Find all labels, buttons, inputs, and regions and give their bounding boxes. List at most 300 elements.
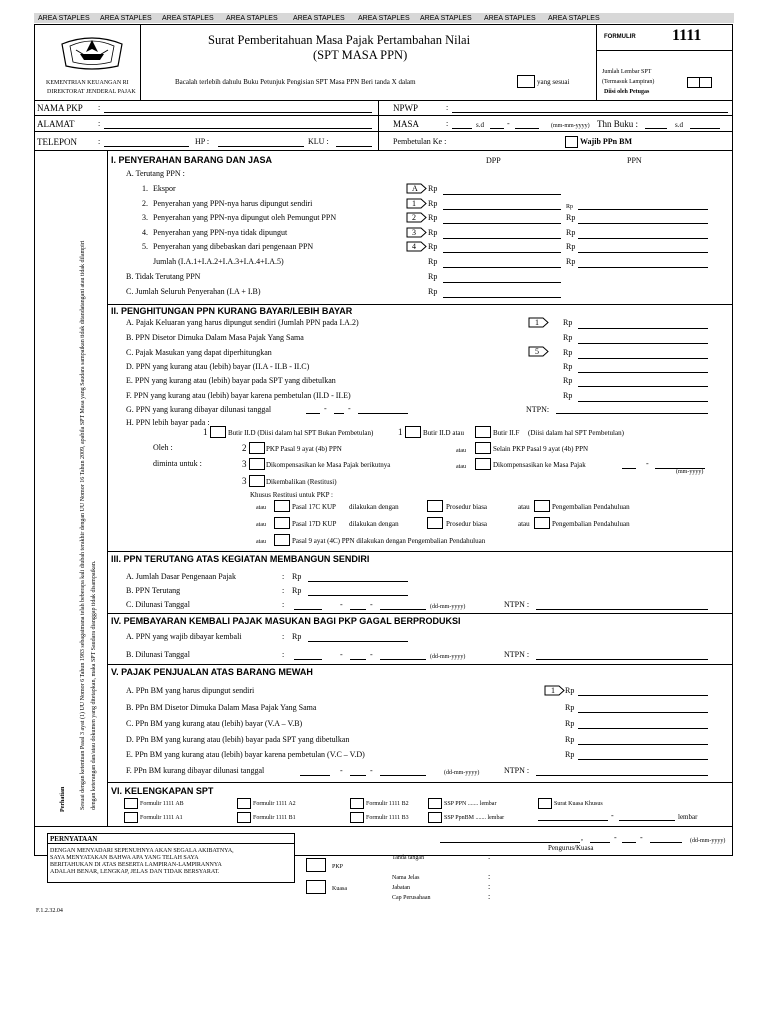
s4-ppn-field[interactable] <box>308 641 408 642</box>
punctuation: : <box>488 882 491 891</box>
section-i-title: I. PENYERAHAN BARANG DAN JASA <box>111 155 273 165</box>
punctuation: : <box>488 852 491 861</box>
punctuation: - <box>507 119 510 128</box>
thn-buku-label: Thn Buku : <box>597 119 639 129</box>
s2-b-text: B. PPN Disetor Dimuka Dalam Masa Pajak Yang Sama <box>126 333 304 342</box>
dpp-4-field[interactable] <box>443 238 561 239</box>
s5-d-text: D. PPn BM yang kurang atau (lebih) bayar pada SPT yang dibetulkan <box>126 735 350 744</box>
s2-rp-text: Rp <box>563 391 573 400</box>
punctuation: : <box>446 103 449 112</box>
pernyataan-title: PERNYATAAN <box>50 835 98 843</box>
punctuation: : <box>98 119 101 128</box>
s1-item-2: Penyerahan yang PPN-nya harus dipungut sendiri <box>153 199 313 208</box>
punctuation: - <box>370 650 373 659</box>
alamat-field[interactable] <box>104 128 372 129</box>
staple-label: AREA STAPLES <box>484 15 536 22</box>
s3-rp-text: Rp <box>292 572 302 581</box>
divider <box>47 843 295 844</box>
telepon-field[interactable] <box>104 146 189 147</box>
s5-dd[interactable] <box>300 775 330 776</box>
s1-rp-text: Rp <box>566 228 576 237</box>
punctuation: - <box>340 650 343 659</box>
s5-ddmmyyyy-text: (dd-mm-yyyy) <box>444 770 480 776</box>
s2-ntpn-field[interactable] <box>556 413 708 414</box>
punctuation: - <box>340 766 343 775</box>
klu-label: KLU : <box>308 137 329 146</box>
pembetulan-label: Pembetulan Ke : <box>393 137 447 146</box>
s2-c_code-text: 5 <box>535 347 539 356</box>
divider <box>34 115 733 116</box>
s4-ntpn-field[interactable] <box>536 659 708 660</box>
code-tag-icon: 1 <box>412 199 416 208</box>
lampiran-1111b3-checkbox[interactable] <box>350 812 364 823</box>
divider <box>378 100 379 150</box>
staple-label: AREA STAPLES <box>226 15 278 22</box>
dpp-header: DPP <box>486 156 501 165</box>
s4-mm[interactable] <box>350 659 366 660</box>
s4-dd[interactable] <box>294 659 322 660</box>
s2-selain-text: Selain PKP Pasal 9 ayat (4b) PPN <box>493 445 589 453</box>
dpp-b-field[interactable] <box>443 282 561 283</box>
divider <box>107 304 733 305</box>
jumlah-lembar-label: Jumlah Lembar SPT <box>602 69 652 75</box>
punctuation: : <box>488 892 491 901</box>
s2-rp-text: Rp <box>563 348 573 357</box>
s2-c-field[interactable] <box>578 358 708 359</box>
17d-prosedur-checkbox[interactable] <box>427 517 443 529</box>
masa-label: MASA <box>393 119 420 129</box>
butir-iid-pembetulan-checkbox[interactable] <box>405 426 421 438</box>
s2-a-text: A. Pajak Keluaran yang harus dipungut sendiri (Jumlah PPN pada I.A.2) <box>126 318 359 327</box>
staple-label: AREA STAPLES <box>162 15 214 22</box>
s5-b-field[interactable] <box>578 712 708 713</box>
punctuation: : <box>98 103 101 112</box>
s3-ppn-field[interactable] <box>308 595 408 596</box>
s2-diminta-text: diminta untuk : <box>153 459 202 468</box>
staple-label: AREA STAPLES <box>548 15 600 22</box>
dpp-2-field[interactable] <box>443 209 561 210</box>
tag-arrow-icon <box>528 317 550 328</box>
s2-rp-text: Rp <box>563 376 573 385</box>
wajib-ppnbm-label: Wajib PPn BM <box>580 137 633 146</box>
s1-items-0-no-text: 1. <box>142 184 148 193</box>
s4-a-text: A. PPN yang wajib dibayar kembali <box>126 632 242 641</box>
ppn-3-field[interactable] <box>578 223 708 224</box>
surat-kuasa-checkbox[interactable] <box>538 798 552 809</box>
section-iii-title: III. PPN TERUTANG ATAS KEGIATAN MEMBANGUN SENDIRI <box>111 554 370 564</box>
s1-rp-text: Rp <box>428 242 438 251</box>
butir-iif-checkbox[interactable] <box>475 426 491 438</box>
s6-row1-3-text: SSP PPN ....... lembar <box>444 801 497 807</box>
tag-arrow-icon <box>528 346 550 357</box>
punctuation: - <box>370 766 373 775</box>
s2-mmyyyy-text: (mm-yyyy) <box>676 469 704 475</box>
17d-pengembalian-checkbox[interactable] <box>534 517 550 529</box>
ppn-header: PPN <box>627 156 642 165</box>
ppn-5-field[interactable] <box>578 252 708 253</box>
masa-from-field[interactable] <box>452 128 472 129</box>
s4-yyyy[interactable] <box>380 659 426 660</box>
s2-butir_f-text: Butir II.D atau <box>423 429 465 437</box>
tag-arrow-icon <box>406 212 428 223</box>
s2-butir_d-text: Butir II.D (Diisi dalam hal SPT Bukan Pembetulan) <box>228 429 374 437</box>
s2-pengembalian-text: Pengembalian Pendahuluan <box>552 503 630 511</box>
hp-field[interactable] <box>218 146 304 147</box>
punctuation: 1 <box>398 427 403 437</box>
pasal-17c-checkbox[interactable] <box>274 500 290 512</box>
pernyataan-text-1-text: SAYA MENYATAKAN BAHWA APA YANG TELAH SAYA <box>50 855 199 861</box>
s4-b-text: B. Dilunasi Tanggal <box>126 650 190 659</box>
s1-rp-text: Rp <box>428 199 438 208</box>
form-subtitle: (SPT MASA PPN) <box>313 48 408 62</box>
pkp-signer-checkbox[interactable] <box>306 858 326 872</box>
code-tag-icon: 2 <box>412 213 416 222</box>
pernyataan-text-3-text: ADALAH BENAR, LENGKAP, JELAS DAN TIDAK BERSYARAT. <box>50 869 220 875</box>
code-tag-icon: 4 <box>412 242 416 251</box>
lampiran-ssp-ppn-checkbox[interactable] <box>428 798 442 809</box>
s2-f-field[interactable] <box>578 401 708 402</box>
s5-mm[interactable] <box>350 775 366 776</box>
punctuation: 3 <box>242 476 247 486</box>
s2-g-dd[interactable] <box>306 413 320 414</box>
s2-dikembalikan-text: Dikembalikan (Restitusi) <box>266 478 337 486</box>
s2-atau-text: atau <box>256 505 266 511</box>
form-frame <box>34 24 733 856</box>
section-ii-title: II. PENGHITUNGAN PPN KURANG BAYAR/LEBIH BAYAR <box>111 306 353 316</box>
alamat-label: ALAMAT <box>37 119 75 129</box>
tag-arrow-icon <box>406 241 428 252</box>
masa-year-field[interactable] <box>515 128 539 129</box>
npwp-label: NPWP <box>393 103 419 113</box>
dpp-ekspor-field[interactable] <box>443 194 561 195</box>
s5-c-field[interactable] <box>578 728 708 729</box>
dpp-5-field[interactable] <box>443 252 561 253</box>
pernyataan-cap-text: Cap Perusahaan <box>392 895 431 901</box>
side-note-a: Sesuai dengan ketentuan Pasal 3 ayat (1) UU Nomor 6 Tahun 1983 sebagaimana telah beberapa kali diubah terakhir dengan UU Nomor 16 Tahun 2009, apabila SPT Masa yang Saudara sampaikan tidak ditandatangani atau tidak dilampiri <box>80 240 86 810</box>
17c-prosedur-checkbox[interactable] <box>427 500 443 512</box>
lampiran-ssp-ppnbm-checkbox[interactable] <box>428 812 442 823</box>
butir-iid-checkbox[interactable] <box>210 426 226 438</box>
punctuation: - <box>646 459 649 468</box>
s1-jumlah: Jumlah (I.A.1+I.A.2+I.A.3+I.A.4+I.A.5) <box>153 257 284 266</box>
divider <box>34 131 733 132</box>
s2-b-field[interactable] <box>578 343 708 344</box>
s1-rp-text: Rp <box>428 257 438 266</box>
lampiran-1111a1-checkbox[interactable] <box>124 812 138 823</box>
section-iv-title: IV. PEMBAYARAN KEMBALI PAJAK MASUKAN BAGI PKP GAGAL BERPRODUKSI <box>111 616 461 626</box>
punctuation: 1 <box>203 427 208 437</box>
punctuation: : <box>488 872 491 881</box>
s3-ntpn-field[interactable] <box>536 609 708 610</box>
s2-khusus-text: Khusus Restitusi untuk PKP : <box>250 491 333 499</box>
selain-pkp-checkbox[interactable] <box>475 442 491 454</box>
code-tag-icon: 3 <box>412 228 416 237</box>
s2-prosedur-text: Prosedur biasa <box>446 503 488 511</box>
s2-butir_f2-text: Butir II.F <box>493 429 520 437</box>
s1-items-2-no-text: 3. <box>142 213 148 222</box>
punctuation: : <box>282 650 285 659</box>
s5-f-text: F. PPn BM kurang dibayar dilunasi tanggal <box>126 766 265 775</box>
punctuation: 2 <box>242 443 247 453</box>
nama-pkp-label: NAMA PKP <box>37 103 83 113</box>
lembar-count-field2[interactable] <box>619 820 675 821</box>
formulir-number: 1111 <box>672 27 702 44</box>
s3-dpp-field[interactable] <box>308 581 408 582</box>
s2-atau-text: atau <box>518 520 530 528</box>
npwp-field[interactable] <box>452 112 728 113</box>
s6-row1-1-text: Formulir 1111 A2 <box>253 801 296 807</box>
s1-b: B. Tidak Terutang PPN <box>126 272 201 281</box>
staple-label: AREA STAPLES <box>420 15 472 22</box>
form-title: Surat Pemberitahuan Masa Pajak Pertambahan Nilai <box>208 33 471 47</box>
s2-g-mm[interactable] <box>334 413 344 414</box>
instruction-end: yang sesuai <box>537 78 570 86</box>
s3-a-text: A. Jumlah Dasar Pengenaan Pajak <box>126 572 236 581</box>
s2-oleh-text: Oleh : <box>153 443 173 452</box>
code-tag-icon: A <box>412 184 418 193</box>
thn-buku-from[interactable] <box>645 128 667 129</box>
s1-rp-text: Rp <box>428 213 438 222</box>
s5-c-text: C. PPn BM yang kurang atau (lebih) bayar (V.A – V.B) <box>126 719 303 728</box>
punctuation: - <box>324 404 327 413</box>
17c-pengembalian-checkbox[interactable] <box>534 500 550 512</box>
s3-mm[interactable] <box>350 609 366 610</box>
s2-c-text: C. Pajak Masukan yang dapat diperhitungkan <box>126 348 272 357</box>
divider <box>140 24 141 100</box>
punctuation: 3 <box>242 459 247 469</box>
komp-mm[interactable] <box>622 468 636 469</box>
s6-row2-1-text: Formulir 1111 B1 <box>253 815 296 821</box>
divider <box>596 50 733 51</box>
ppn-jumlah-field[interactable] <box>578 267 708 268</box>
s3-dd[interactable] <box>294 609 322 610</box>
s6-lembar-text: lembar <box>678 813 698 821</box>
dpp-c-field[interactable] <box>443 297 561 298</box>
s5-ntpn-text: NTPN : <box>504 766 530 775</box>
s3-ddmmyyyy-text: (dd-mm-yyyy) <box>430 604 466 610</box>
divider <box>34 150 733 151</box>
section-v-title: V. PAJAK PENJUALAN ATAS BARANG MEWAH <box>111 667 313 677</box>
s5-ntpn-field[interactable] <box>536 775 708 776</box>
s1-a-text: A. Terutang PPN : <box>126 169 185 178</box>
formulir-label: FORMULIR <box>604 34 636 40</box>
tag-arrow-icon <box>544 685 566 696</box>
divider <box>107 782 733 783</box>
s1-rp-text: Rp <box>566 257 576 266</box>
divider <box>596 24 597 100</box>
s2-atau-text: atau <box>518 503 530 511</box>
lampiran-1111b2-checkbox[interactable] <box>350 798 364 809</box>
s5-rp-text: Rp <box>565 686 575 695</box>
wajib-ppnbm-checkbox[interactable] <box>565 136 578 148</box>
klu-field[interactable] <box>336 146 372 147</box>
divider <box>34 100 733 101</box>
s2-rp-text: Rp <box>563 362 573 371</box>
s5-a_code-text: 1 <box>551 686 555 695</box>
s1-rp-text: Rp <box>566 204 574 210</box>
s2-d-field[interactable] <box>578 372 708 373</box>
garuda-logo-icon <box>56 30 128 72</box>
telepon-label: TELEPON <box>37 137 77 147</box>
punctuation: - <box>340 600 343 609</box>
hp-label: HP : <box>195 137 210 146</box>
dikembalikan-checkbox[interactable] <box>249 475 265 487</box>
kuasa-signer-checkbox[interactable] <box>306 880 326 894</box>
s2-atau-text: atau <box>256 522 266 528</box>
s3-yyyy[interactable] <box>380 609 426 610</box>
s2-g-text: G. PPN yang kurang dibayar dilunasi tanggal <box>126 405 272 414</box>
pernyataan-text-2-text: BERITAHUKAN DI ATAS BESERTA LAMPIRAN-LAMPIRANNYA <box>50 862 222 868</box>
s2-h-text: H. PPN lebih bayar pada : <box>126 418 210 427</box>
s6-row2-2-text: Formulir 1111 B3 <box>366 815 409 821</box>
pernyataan-ddmmyyyy-text: (dd-mm-yyyy) <box>690 838 726 844</box>
tag-arrow-icon <box>406 227 428 238</box>
s5-rp-text: Rp <box>565 735 575 744</box>
s5-yyyy[interactable] <box>380 775 426 776</box>
s5-a-text: A. PPn BM yang harus dipungut sendiri <box>126 686 255 695</box>
diisi-petugas-label: Diisi oleh Petugas <box>604 89 650 95</box>
side-note-b: dengan keterangan dan/atau dokumen yang ditetapkan, maka SPT Saudara dianggap tidak disampaikan. <box>91 560 97 810</box>
s1-item-ekspor: Ekspor <box>153 184 176 193</box>
s2-f-text: F. PPN yang kurang atau (lebih) bayar karena pembetulan (II.D - II.E) <box>126 391 351 400</box>
ministry-label: KEMENTRIAN KEUANGAN RI <box>46 80 129 86</box>
punctuation: : <box>282 586 285 595</box>
s2-butir_f3-text: (Diisi dalam hal SPT Pembetulan) <box>528 429 624 437</box>
section-vi-title: VI. KELENGKAPAN SPT <box>111 786 214 796</box>
punctuation: : <box>282 600 285 609</box>
s3-c-text: C. Dilunasi Tanggal <box>126 600 190 609</box>
punctuation: - <box>614 833 617 842</box>
s1-item-4: Penyerahan yang PPN-nya tidak dipungut <box>153 228 288 237</box>
s5-b-text: B. PPn BM Disetor Dimuka Dalam Masa Pajak Yang Sama <box>126 703 317 712</box>
thn-buku-to[interactable] <box>690 128 720 129</box>
punctuation: - <box>370 600 373 609</box>
pernyataan-kuasa-text: Kuasa <box>332 886 347 892</box>
punctuation: : <box>446 119 449 128</box>
s1-rp-text: Rp <box>566 213 576 222</box>
side-perhatian: Perhatian <box>60 786 66 812</box>
s2-dilakukan-text: dilakukan dengan <box>349 503 399 511</box>
s2-r3-text: Pasal 9 ayat (4C) PPN dilakukan dengan Pengembalian Pendahuluan <box>292 537 486 545</box>
s2-dikomp2-text: Dikompensasikan ke Masa Pajak <box>493 461 586 469</box>
ppn-4-field[interactable] <box>578 238 708 239</box>
s2-g-yyyy[interactable] <box>358 413 408 414</box>
divider <box>107 150 108 826</box>
staple-label: AREA STAPLES <box>100 15 152 22</box>
pernyataan-nama-text: Nama Jelas <box>392 875 420 881</box>
ident-mmyyyy-text: (mm-mm-yyyy) <box>551 123 590 129</box>
s2-r2-text: Pasal 17D KUP <box>292 520 337 528</box>
s6-row1-4-text: Surat Kuasa Khusus <box>554 801 603 807</box>
divider <box>107 551 733 552</box>
s1-item-3: Penyerahan yang PPN-nya dipungut oleh Pemungut PPN <box>153 213 337 222</box>
s1-items-4-no-text: 5. <box>142 242 148 251</box>
s4-ddmmyyyy-text: (dd-mm-yyyy) <box>430 654 466 660</box>
s6-row2-0-text: Formulir 1111 A1 <box>140 815 183 821</box>
tgl-mm[interactable] <box>622 842 636 843</box>
s2-pengembalian-text: Pengembalian Pendahuluan <box>552 520 630 528</box>
example-checkbox <box>517 75 535 88</box>
nama-pkp-field[interactable] <box>104 112 372 113</box>
dpp-3-field[interactable] <box>443 223 561 224</box>
s5-rp-text: Rp <box>565 703 575 712</box>
lembar-count-field[interactable] <box>538 820 608 821</box>
divider <box>107 613 733 614</box>
tag-arrow-icon <box>406 183 428 194</box>
punctuation: : <box>98 137 101 146</box>
s2-d-text: D. PPN yang kurang atau (lebih) bayar (II.A - II.B - II.C) <box>126 362 310 371</box>
punctuation: - <box>348 404 351 413</box>
s1-rp-text: Rp <box>428 228 438 237</box>
s3-ntpn-text: NTPN : <box>504 600 530 609</box>
s5-a-field[interactable] <box>578 695 708 696</box>
staple-label: AREA STAPLES <box>293 15 345 22</box>
dikompensasikan-checkbox[interactable] <box>249 458 265 470</box>
dpp-jumlah-field[interactable] <box>443 267 561 268</box>
s5-e-field[interactable] <box>578 759 708 760</box>
punctuation: - <box>640 833 643 842</box>
s3-rp-text: Rp <box>292 586 302 595</box>
s2-rp-text: Rp <box>563 318 573 327</box>
tgl-yyyy[interactable] <box>650 842 682 843</box>
s1-c: C. Jumlah Seluruh Penyerahan (I.A + I.B) <box>126 287 261 296</box>
tag-arrow-icon <box>406 198 428 209</box>
s1-rp-text: Rp <box>428 184 438 193</box>
s5-e-text: E. PPn BM yang kurang atau (lebih) bayar karena pembetulan (V.C – V.D) <box>126 750 365 759</box>
ppn-2-field[interactable] <box>578 209 708 210</box>
s2-atau-text: atau <box>456 464 466 470</box>
s2-a-field[interactable] <box>578 328 708 329</box>
s6-row1-0-text: Formulir 1111 AB <box>140 801 184 807</box>
pengurus-label: Pengurus/Kuasa <box>548 844 594 852</box>
lampiran-1111b1-checkbox[interactable] <box>237 812 251 823</box>
lampiran-1111ab-checkbox[interactable] <box>124 798 138 809</box>
form-code: F.1.2.32.04 <box>36 908 63 914</box>
pkp-9-4b-checkbox[interactable] <box>249 442 265 454</box>
s1-rp-text: Rp <box>428 272 438 281</box>
lampiran-1111a2-checkbox[interactable] <box>237 798 251 809</box>
staple-label: AREA STAPLES <box>358 15 410 22</box>
s1-rp-text: Rp <box>428 287 438 296</box>
divider <box>34 826 733 827</box>
s5-d-field[interactable] <box>578 744 708 745</box>
s2-dikomp-text: Dikompensasikan ke Masa Pajak berikutnya <box>266 461 391 469</box>
pernyataan-tanda-text: Tanda tangan <box>392 855 425 861</box>
s6-row2-3-text: SSP PpnBM ....... lembar <box>444 815 505 821</box>
directorate-label: DIREKTORAT JENDERAL PAJAK <box>47 89 136 95</box>
instruction-text: Bacalah terlebih dahulu Buku Petunjuk Pengisian SPT Masa PPN Beri tanda X dalam <box>175 78 416 86</box>
s5-rp-text: Rp <box>565 719 575 728</box>
s4-rp-text: Rp <box>292 632 302 641</box>
s2-e-text: E. PPN yang kurang atau (lebih) bayar pada SPT yang dibetulkan <box>126 376 336 385</box>
jumlah-lembar-box2[interactable] <box>699 77 712 88</box>
masa-to-field[interactable] <box>490 128 504 129</box>
s1-items-1-no-text: 2. <box>142 199 148 208</box>
s1-items-3-no-text: 4. <box>142 228 148 237</box>
s2-rp-text: Rp <box>563 333 573 342</box>
s6-row1-2-text: Formulir 1111 B2 <box>366 801 409 807</box>
punctuation: : <box>282 572 285 581</box>
termasuk-lampiran-label: (Termasuk Lampiran) <box>602 79 655 85</box>
s2-e-field[interactable] <box>578 386 708 387</box>
pasal-9-4c-checkbox[interactable] <box>274 534 290 546</box>
s2-pkp9-text: PKP Pasal 9 ayat (4b) PPN <box>266 445 342 453</box>
ident-sd-text: s.d <box>476 121 484 129</box>
s1-item-5: Penyerahan yang dibebaskan dari pengenaan PPN <box>153 242 314 251</box>
s1-rp-text: Rp <box>566 242 576 251</box>
dikompensasikan-masa-checkbox[interactable] <box>475 458 491 470</box>
pasal-17d-checkbox[interactable] <box>274 517 290 529</box>
